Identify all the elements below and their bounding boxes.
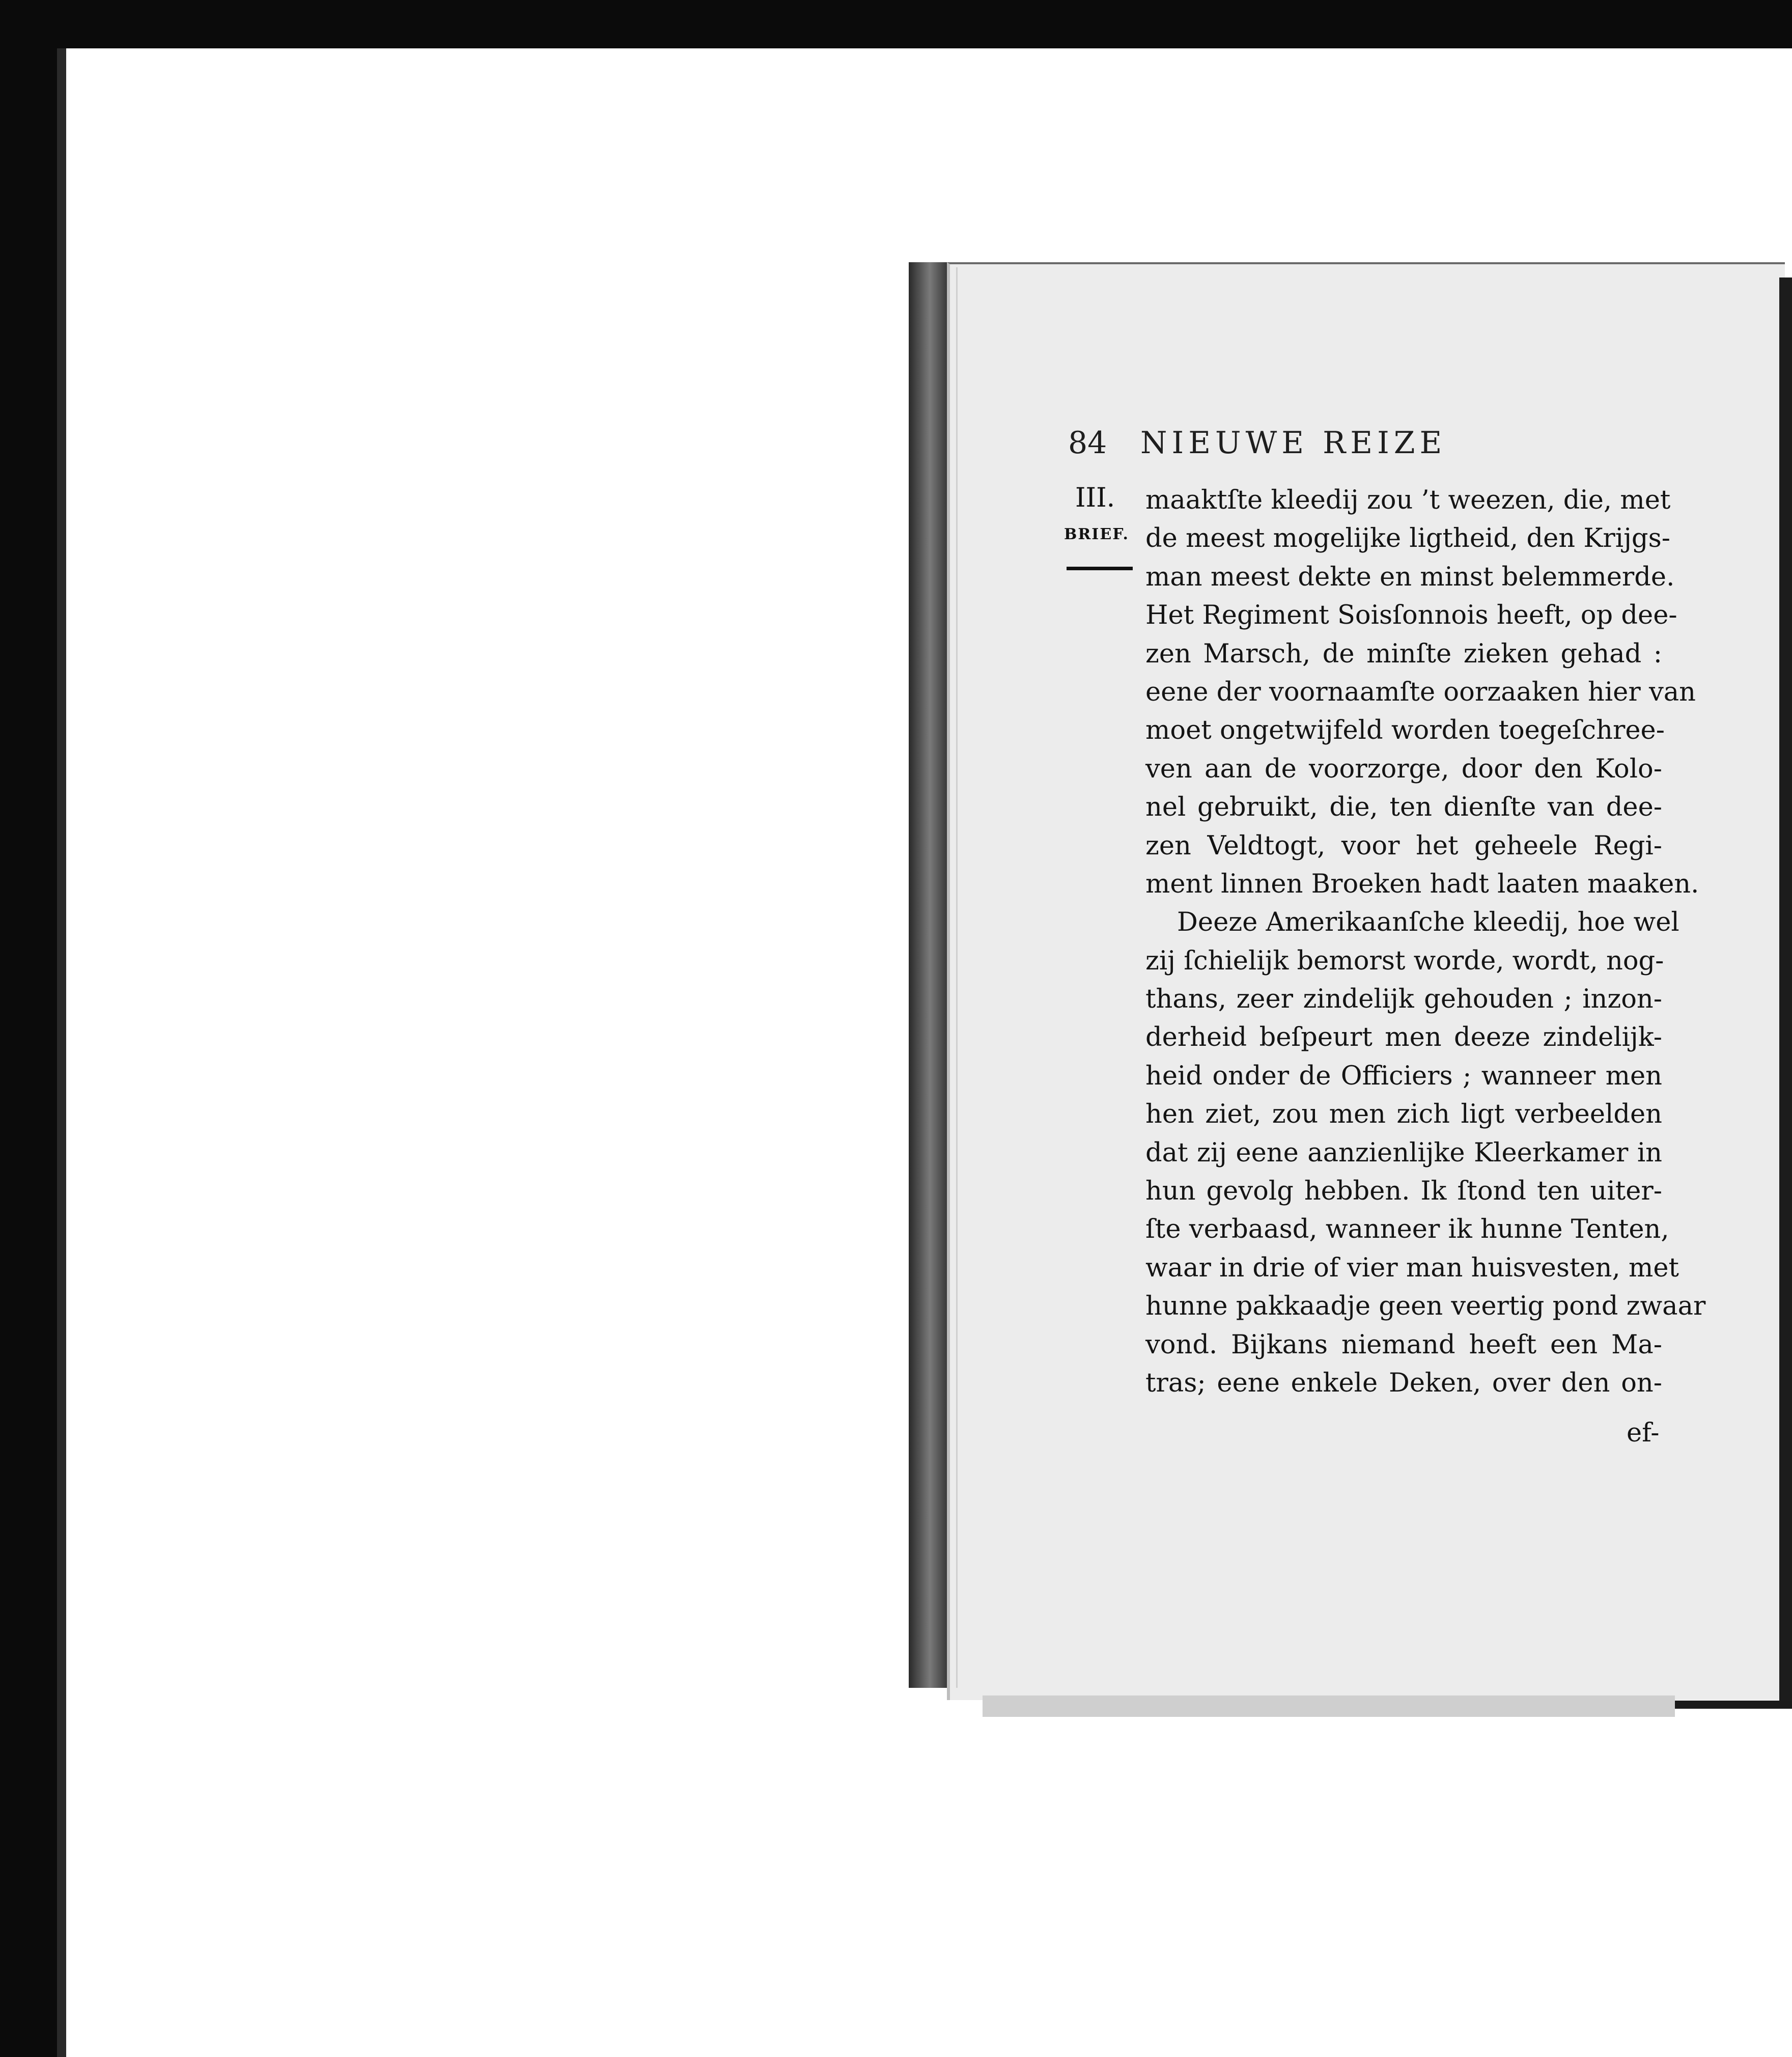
scan-border-right-foot	[1675, 1701, 1792, 1709]
running-head: NIEUWE REIZE	[1140, 425, 1447, 461]
margin-letter-label: BRIEF.	[1064, 525, 1129, 543]
text-line: hunne pakkaadje geen veertig pond zwaar	[1145, 1291, 1706, 1322]
page-bottom-shadow	[983, 1695, 1675, 1717]
text-line: ven aan de voorzorge, door den Kolo-	[1145, 754, 1662, 784]
text-line: zij ſchielijk bemorst worde, wordt, nog-	[1145, 946, 1664, 976]
scan-border-left-shade	[57, 48, 66, 2057]
text-line: heid onder de Officiers ; wanneer men	[1145, 1061, 1662, 1091]
text-line: hen ziet, zou men zich ligt verbeelden	[1145, 1099, 1662, 1130]
catchword: ef-	[1627, 1418, 1660, 1448]
text-line: maaktſte kleedij zou ’t weezen, die, met	[1145, 485, 1671, 515]
text-line: de meest mogelijke ligtheid, den Krijgs-	[1145, 523, 1670, 554]
text-line: eene der voornaamſte oorzaaken hier van	[1145, 677, 1696, 707]
scan-border-left	[0, 0, 57, 2057]
text-line: waar in drie of vier man huisvesten, met	[1145, 1253, 1679, 1283]
book-fore-edge	[909, 262, 947, 1688]
text-line: Deeze Amerikaanſche kleedij, hoe wel	[1177, 907, 1679, 938]
text-line: dat zij eene aanzienlijke Kleerkamer in	[1145, 1137, 1662, 1168]
text-line: thans, zeer zindelijk gehouden ; inzon-	[1145, 984, 1662, 1015]
page-number: 84	[1068, 425, 1107, 461]
text-line: ſte verbaasd, wanneer ik hunne Tenten,	[1145, 1214, 1669, 1245]
text-line: derheid beſpeurt men deeze zindelijk-	[1145, 1022, 1662, 1053]
text-line: man meest dekte en minst belemmerde.	[1145, 562, 1675, 592]
text-line: moet ongetwijfeld worden toegeſchree-	[1145, 715, 1665, 746]
scan-border-right	[1779, 277, 1792, 1708]
text-line: Het Regiment Soisſonnois heeft, op dee-	[1145, 600, 1677, 631]
text-line: nel gebruikt, die, ten dienſte van dee-	[1145, 792, 1662, 823]
page-gutter-line	[956, 267, 958, 1688]
margin-rule	[1067, 567, 1133, 570]
scan-border-top	[0, 0, 1792, 48]
text-line: zen Marsch, de minſte zieken gehad :	[1145, 638, 1662, 669]
text-line: vond. Bijkans niemand heeft een Ma-	[1145, 1329, 1662, 1360]
body-text	[1145, 481, 1706, 1402]
text-line: zen Veldtogt, voor het geheele Regi-	[1145, 830, 1662, 861]
text-line: hun gevolg hebben. Ik ſtond ten uiter-	[1145, 1176, 1662, 1207]
text-line: tras; eene enkele Deken, over den on-	[1145, 1368, 1662, 1398]
text-line: ment linnen Broeken hadt laaten maaken.	[1145, 869, 1699, 899]
margin-letter-number: III.	[1075, 483, 1115, 513]
